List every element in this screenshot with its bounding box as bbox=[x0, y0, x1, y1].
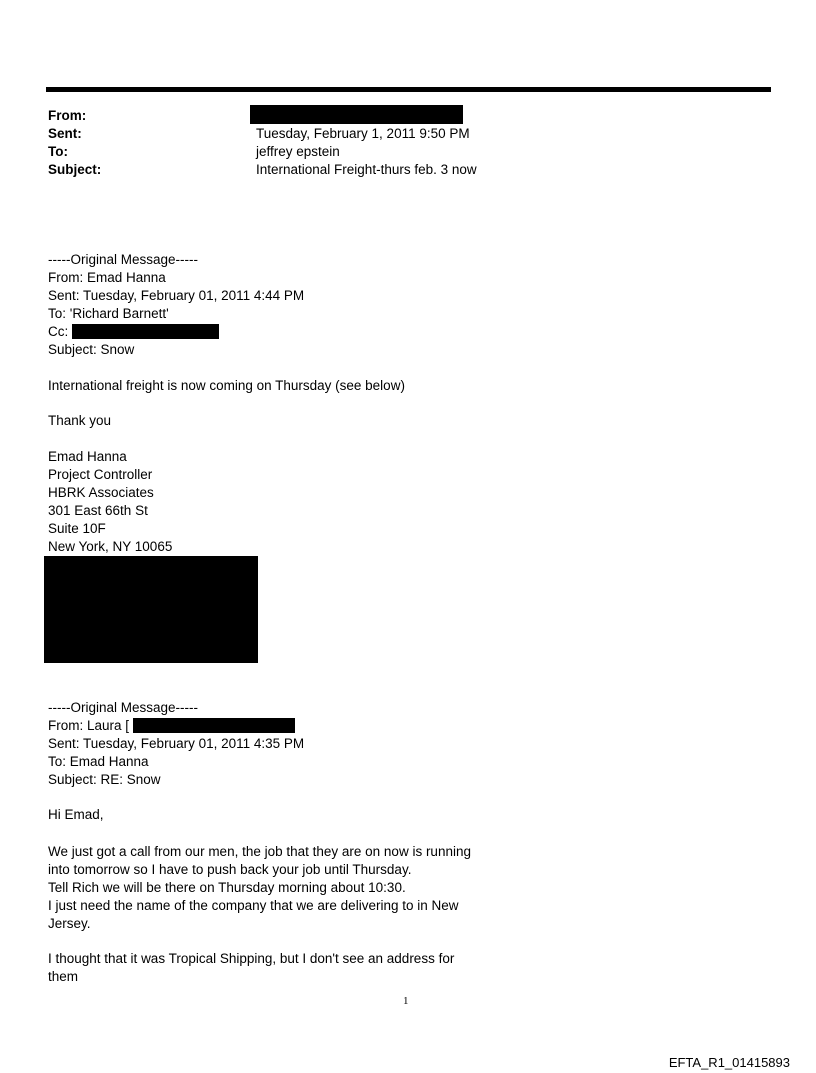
message2-from: From: Laura [ bbox=[48, 718, 130, 733]
message2-body-line: Tell Rich we will be there on Thursday morning about 10:30. bbox=[48, 880, 406, 895]
original-message-divider: -----Original Message----- bbox=[48, 700, 199, 715]
to-value: jeffrey epstein bbox=[256, 144, 340, 159]
page-number: 1 bbox=[403, 995, 409, 1007]
message1-from: From: Emad Hanna bbox=[48, 270, 166, 285]
message2-greeting: Hi Emad, bbox=[48, 807, 104, 822]
message2-to: To: Emad Hanna bbox=[48, 754, 149, 769]
signature-city: New York, NY 10065 bbox=[48, 539, 173, 554]
message1-to: To: 'Richard Barnett' bbox=[48, 306, 169, 321]
message2-closing-line: them bbox=[48, 969, 79, 984]
message1-cc: Cc: bbox=[48, 324, 69, 339]
redaction-bar bbox=[250, 105, 463, 124]
redaction-bar bbox=[133, 718, 295, 733]
signature-company: HBRK Associates bbox=[48, 485, 154, 500]
redaction-block bbox=[44, 556, 258, 663]
message2-body-line: I just need the name of the company that we are delivering to in New bbox=[48, 898, 459, 913]
signature-suite: Suite 10F bbox=[48, 521, 106, 536]
message2-from-row bbox=[48, 717, 295, 735]
redaction-bar bbox=[72, 324, 219, 339]
message1-body-line: Thank you bbox=[48, 413, 112, 428]
signature-street: 301 East 66th St bbox=[48, 503, 148, 518]
message1-sent: Sent: Tuesday, February 01, 2011 4:44 PM bbox=[48, 288, 305, 303]
from-label: From: bbox=[48, 108, 87, 123]
message2-body-line: into tomorrow so I have to push back your job until Thursday. bbox=[48, 862, 412, 877]
subject-label: Subject: bbox=[48, 162, 102, 177]
signature-title: Project Controller bbox=[48, 467, 153, 482]
message2-sent: Sent: Tuesday, February 01, 2011 4:35 PM bbox=[48, 736, 305, 751]
signature-name: Emad Hanna bbox=[48, 449, 127, 464]
sent-value: Tuesday, February 1, 2011 9:50 PM bbox=[256, 126, 470, 141]
original-message-divider: -----Original Message----- bbox=[48, 252, 199, 267]
sent-label: Sent: bbox=[48, 126, 82, 141]
message1-subject: Subject: Snow bbox=[48, 342, 135, 357]
subject-value: International Freight-thurs feb. 3 now bbox=[256, 162, 477, 177]
message1-cc-row bbox=[48, 323, 219, 341]
message2-body-line: Jersey. bbox=[48, 916, 91, 931]
document-id: EFTA_R1_01415893 bbox=[668, 1055, 790, 1070]
message1-body-line: International freight is now coming on Thursday (see below) bbox=[48, 378, 405, 393]
to-label: To: bbox=[48, 144, 68, 159]
message2-body-line: We just got a call from our men, the job that they are on now is running bbox=[48, 844, 471, 859]
message2-closing-line: I thought that it was Tropical Shipping, but I don't see an address for bbox=[48, 951, 455, 966]
header-rule bbox=[46, 87, 771, 92]
message2-subject: Subject: RE: Snow bbox=[48, 772, 161, 787]
